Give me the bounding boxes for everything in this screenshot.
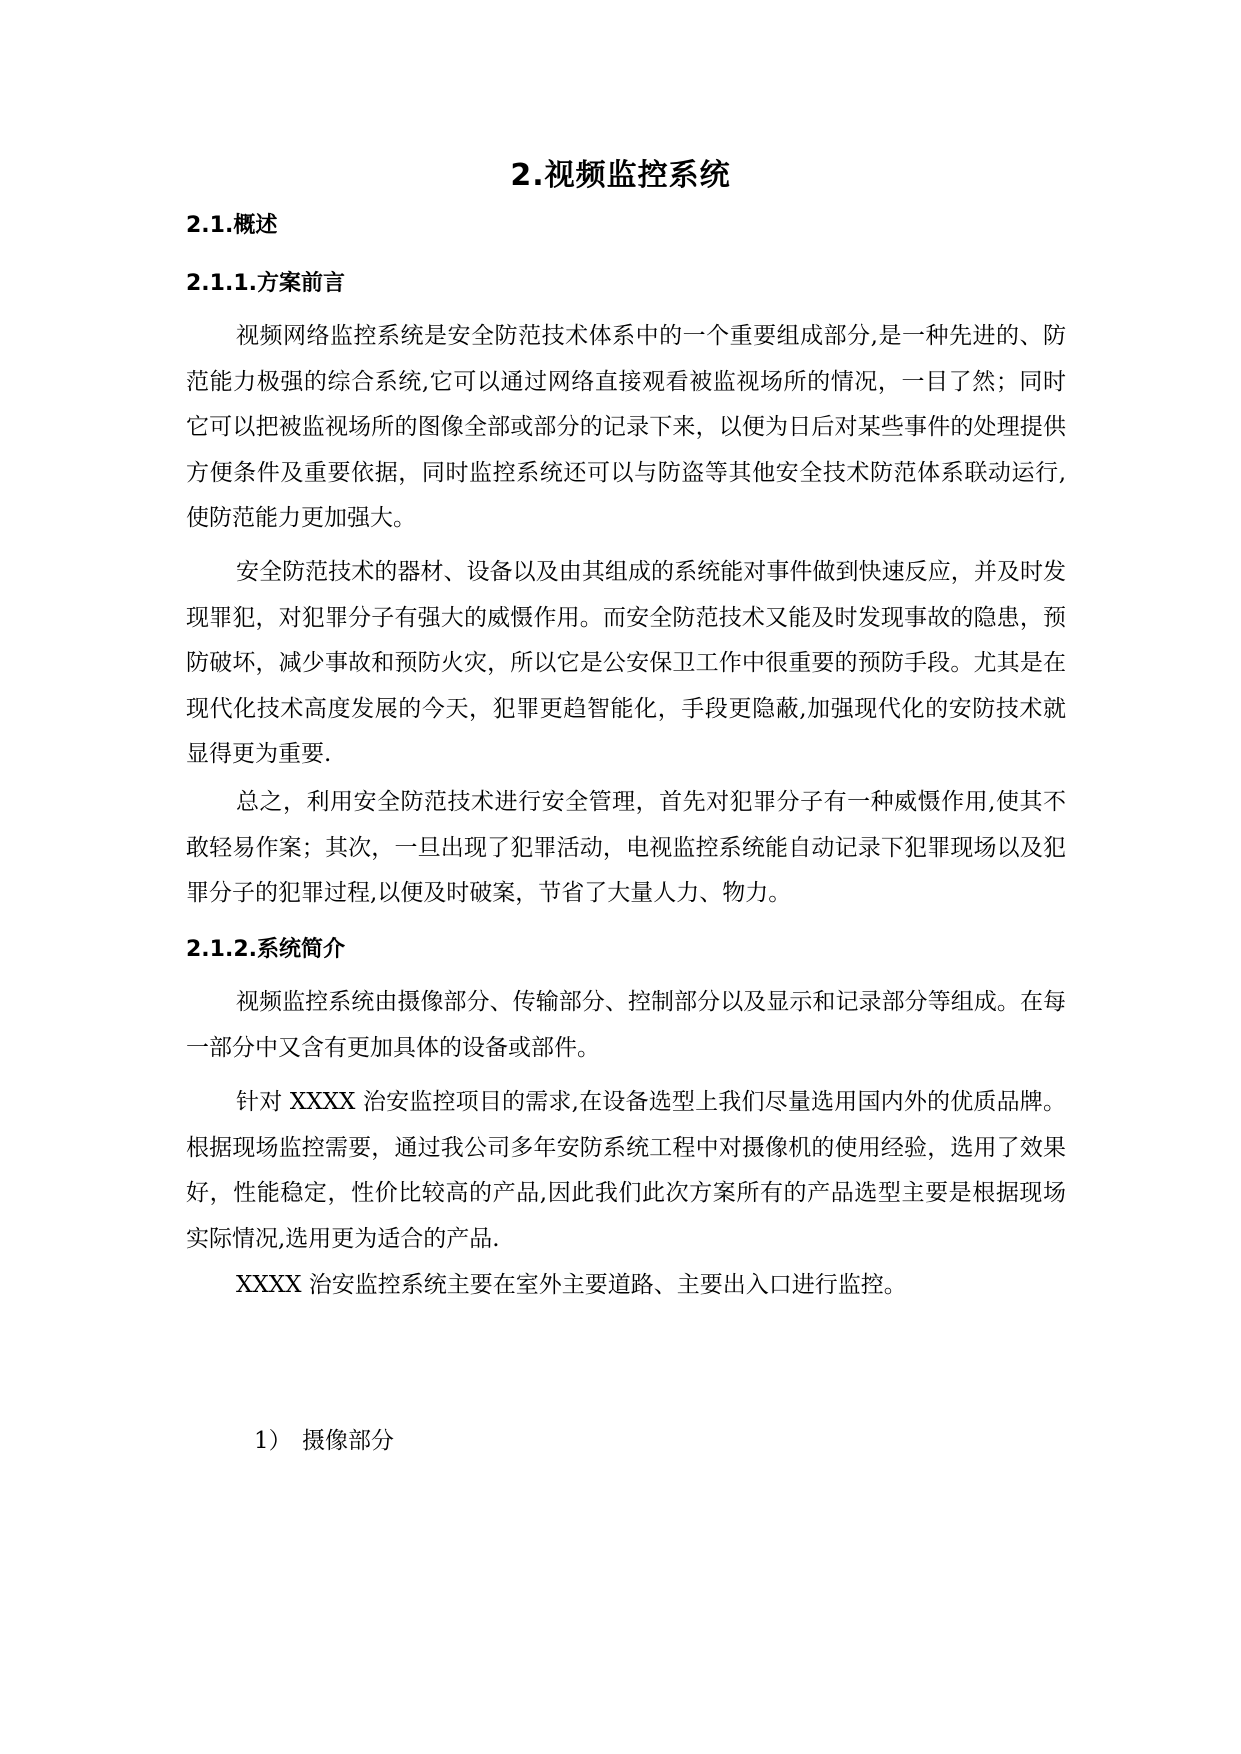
- paragraph-intro-1: 视频监控系统由摄像部分、传输部分、控制部分以及显示和记录部分等组成。在每一部分中又含有更加具体的设备或部件。: [186, 989, 1066, 1061]
- section-heading-overview: 2.1.概述: [186, 213, 278, 238]
- paragraph-intro-2: 针对 XXXX 治安监控项目的需求,在设备选型上我们尽量选用国内外的优质品牌。根据现场监控需要，通过我公司多年安防系统工程中对摄像机的使用经验，选用了效果好，性能稳定，性价比较高的产品,因此我们此次方案所有的产品选型主要是根据现场实际情况,选用更为适合的产品.: [186, 1089, 1066, 1252]
- section-heading-system-intro: 2.1.2.系统简介: [186, 937, 345, 962]
- list-item-number: 1）: [254, 1428, 292, 1454]
- section-heading-preface: 2.1.1.方案前言: [186, 271, 345, 296]
- list-item-label: 摄像部分: [302, 1428, 394, 1454]
- paragraph-preface-1: 视频网络监控系统是安全防范技术体系中的一个重要组成部分,是一种先进的、防范能力极强的综合系统,它可以通过网络直接观看被监视场所的情况，一目了然；同时它可以把被监视场所的图像全部或部分的记录下来，以便为日后对某些事件的处理提供方便条件及重要依据，同时监控系统还可以与防盗等其他安全技术防范体系联动运行,使防范能力更加强大。: [186, 323, 1066, 531]
- paragraph-intro-3: XXXX 治安监控系统主要在室外主要道路、主要出入口进行监控。: [236, 1272, 907, 1298]
- paragraph-preface-2: 安全防范技术的器材、设备以及由其组成的系统能对事件做到快速反应，并及时发现罪犯，对犯罪分子有强大的威慑作用。而安全防范技术又能及时发现事故的隐患，预防破坏，减少事故和预防火灾，所以它是公安保卫工作中很重要的预防手段。尤其是在现代化技术高度发展的今天，犯罪更趋智能化，手段更隐蔽,加强现代化的安防技术就显得更为重要.: [186, 559, 1066, 767]
- page-title: 2.视频监控系统: [510, 158, 731, 193]
- list-item: [254, 1422, 394, 1455]
- paragraph-preface-3: 总之，利用安全防范技术进行安全管理，首先对犯罪分子有一种威慑作用,使其不敢轻易作案；其次，一旦出现了犯罪活动，电视监控系统能自动记录下犯罪现场以及犯罪分子的犯罪过程,以便及时破案，节省了大量人力、物力。: [186, 789, 1066, 906]
